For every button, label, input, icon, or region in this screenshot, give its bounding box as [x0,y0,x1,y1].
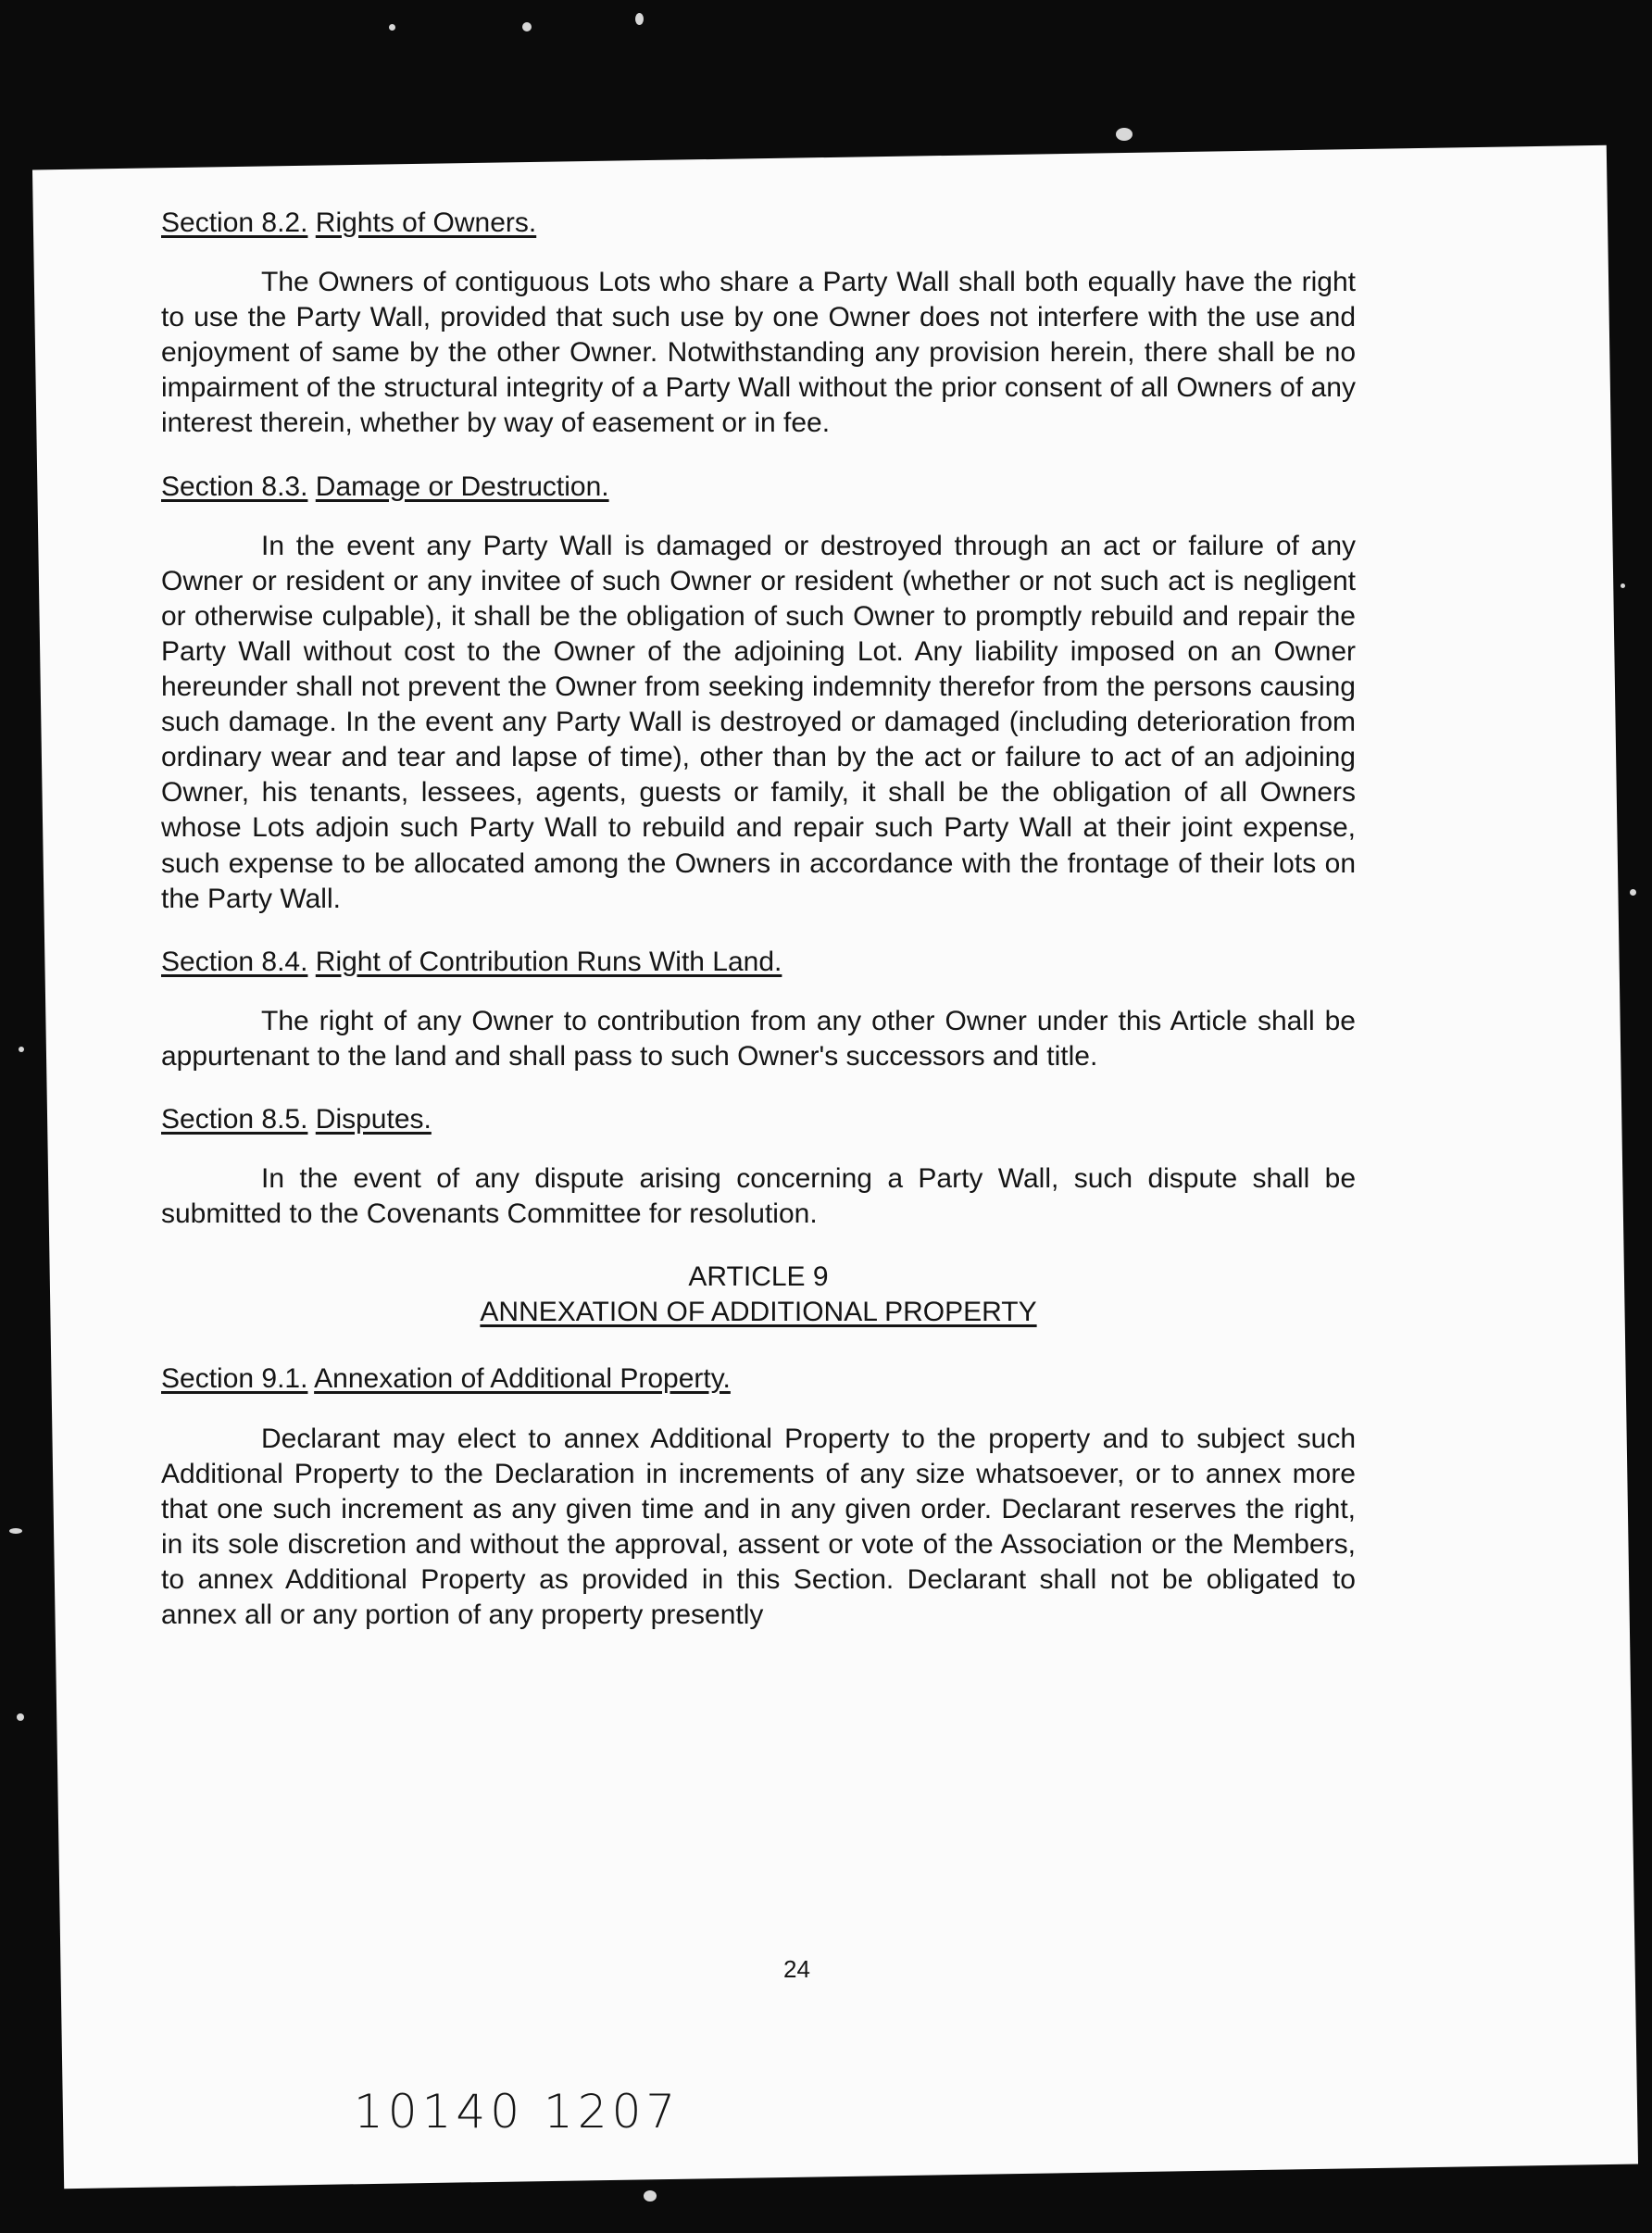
section-paragraph: In the event any Party Wall is damaged or destroyed through an act or failure of any Owner or resident or any invitee of such Owner or resident (whether or not such act is negligent or otherwise culpable), it shall be the obligation of such Owner to promptly rebuild and repair the Party Wall without cost to the Owner of the adjoining Lot. Any liability imposed on an Owner hereunder shall not prevent the Owner from seeking indemnity therefor from the persons causing such damage. In the event any Party Wall is destroyed or damaged (including deterioration from ordinary wear and tear and lapse of time), other than by the act or failure to act of an adjoining Owner, his tenants, lessees, agents, guests or family, it shall be the obligation of all Owners whose Lots adjoin such Party Wall to rebuild and repair such Party Wall at their joint expense, such expense to be allocated among the Owners in accordance with the frontage of their lots on the Party Wall. [161,530,1356,914]
section-number: Section 8.5. [161,1103,308,1135]
section-paragraph: In the event of any dispute arising concerning a Party Wall, such dispute shall be submitted to the Covenants Committee for resolution. [161,1163,1356,1230]
section-paragraph: The Owners of contiguous Lots who share a Party Wall shall both equally have the right to use the Party Wall, provided that such use by one Owner does not interfere with the use and enjoyment of same by the other Owner. Notwithstanding any provision herein, there shall be no impairment of the structural integrity of a Party Wall without the prior consent of all Owners of any interest therein, whether by way of easement or in fee. [161,267,1356,439]
scan-speck [17,1713,24,1721]
section-heading [161,1361,1356,1397]
scan-speck [635,13,644,25]
section-8-2 [161,206,1356,442]
section-number: Section 8.4. [161,946,308,977]
scan-speck [644,2190,657,2202]
scan-speck [9,1528,22,1534]
section-title: Rights of Owners. [315,207,537,238]
scan-speck [389,24,395,31]
page-number: 24 [783,1955,810,1983]
scan-speck [522,22,532,31]
document-body [161,206,1356,1661]
section-paragraph: Declarant may elect to annex Additional Property to the property and to subject such Additional Property to the Declaration in increments of any size whatsoever, or to annex more that one such increment as any given time and in any given order. Declarant reserves the right, in its sole discretion and without the approval, assent or vote of the Association or the Members, to annex Additional Property as provided in this Section. Declarant shall not be obligated to annex all or any portion of any property presently [161,1423,1356,1630]
section-9-1 [161,1361,1356,1633]
section-heading [161,470,1356,505]
section-title: Disputes. [315,1103,432,1135]
section-heading [161,945,1356,980]
section-heading [161,206,1356,241]
section-number: Section 9.1. [161,1363,308,1395]
section-8-3 [161,470,1356,917]
scan-speck [1630,889,1636,896]
section-number: Section 8.2. [161,207,308,238]
scan-speck [1621,583,1625,588]
section-8-5 [161,1102,1356,1232]
section-8-4 [161,945,1356,1074]
section-title: Damage or Destruction. [315,470,609,502]
section-title: Annexation of Additional Property. [314,1363,731,1395]
section-number: Section 8.3. [161,470,308,502]
scan-speck [1116,128,1133,141]
scan-speck [19,1047,24,1052]
article-heading [161,1260,1356,1330]
section-title: Right of Contribution Runs With Land. [315,946,782,977]
section-paragraph: The right of any Owner to contribution from any other Owner under this Article shall be appurtenant to the land and shall pass to such Owner's successors and title. [161,1005,1356,1072]
recording-number: 10140 1207 [354,2085,681,2139]
article-number: ARTICLE 9 [688,1261,829,1293]
article-title: ANNEXATION OF ADDITIONAL PROPERTY [480,1297,1037,1328]
section-heading [161,1102,1356,1137]
